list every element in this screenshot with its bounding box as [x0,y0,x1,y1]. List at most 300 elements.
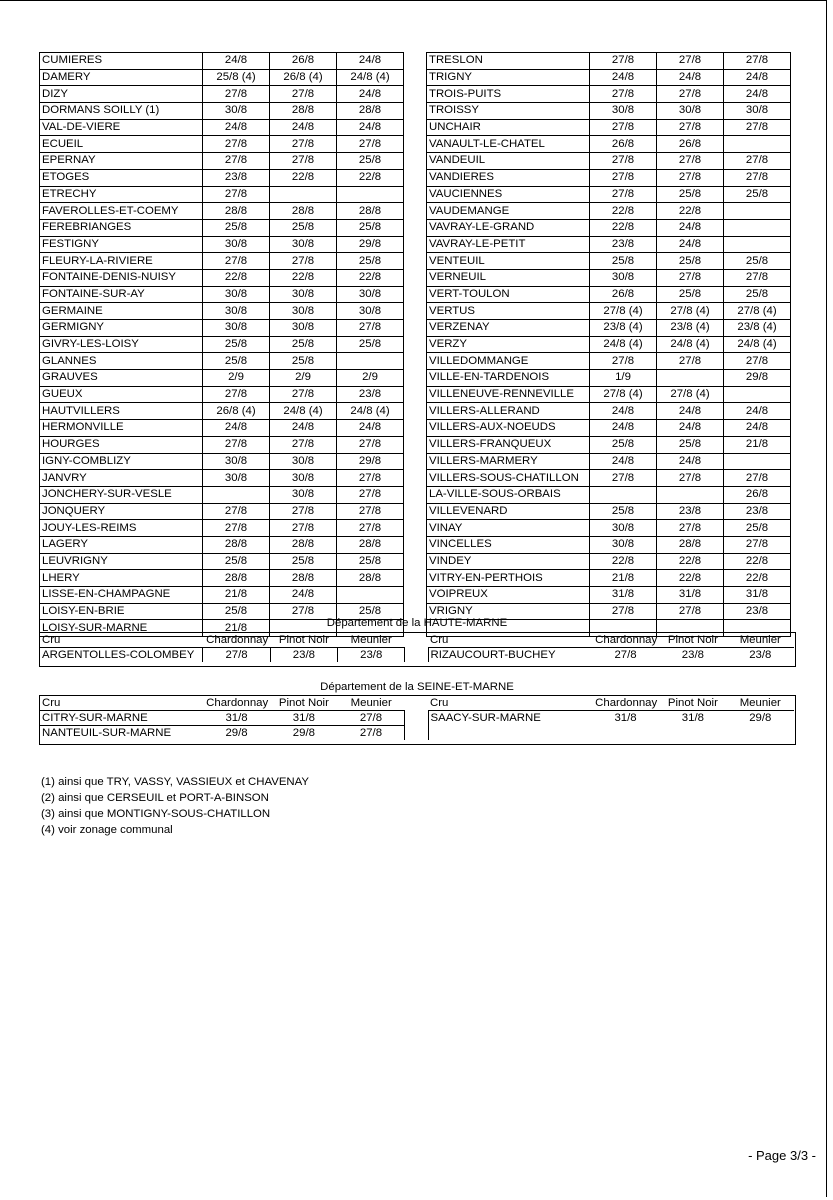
chardonnay-date: 27/8 [590,169,657,186]
cru-name: CUMIERES [40,53,203,70]
meunier-date: 24/8 (4) [337,403,404,420]
column-gap [404,587,427,604]
meunier-date: 27/8 [337,470,404,487]
table-row [40,553,791,570]
pinot-noir-date [657,370,724,387]
pinot-noir-date: 30/8 [270,453,337,470]
chardonnay-date: 24/8 [590,69,657,86]
table-row [40,453,791,470]
pinot-noir-date: 24/8 [270,420,337,437]
meunier-date: 27/8 [724,53,791,70]
chardonnay-date: 27/8 [590,186,657,203]
pinot-noir-date: 22/8 [270,169,337,186]
chardonnay-date: 24/8 [203,53,270,70]
chardonnay-date: 30/8 [203,470,270,487]
chardonnay-date: 27/8 [590,53,657,70]
table-row [40,436,791,453]
table-row [40,386,791,403]
cru-name: FAVEROLLES-ET-COEMY [40,203,203,220]
chardonnay-date: 27/8 [203,136,270,153]
chardonnay-date: 1/9 [590,370,657,387]
pinot-noir-date: 24/8 [270,119,337,136]
pinot-noir-date: 27/8 [657,153,724,170]
chardonnay-date: 28/8 [203,570,270,587]
header-cru: Cru [42,634,61,646]
column-gap [404,570,427,587]
chardonnay-date: 25/8 [203,353,270,370]
chardonnay-date: 30/8 [203,103,270,120]
meunier-date: 27/8 [337,486,404,503]
cru-name: FESTIGNY [40,236,203,253]
pinot-noir-date: 2/9 [270,370,337,387]
chardonnay-date: 30/8 [203,453,270,470]
meunier-date: 25/8 [724,186,791,203]
table-row [40,103,791,120]
header-pinot-noir: Pinot Noir [667,697,718,709]
chardonnay-date: 27/8 [590,86,657,103]
chardonnay-date: 24/8 [203,119,270,136]
chardonnay-date: 24/8 [590,453,657,470]
column-gap [404,103,427,120]
meunier-date: 22/8 [724,570,791,587]
column-gap [404,136,427,153]
cru-name: VOIPREUX [427,587,590,604]
meunier-date: 22/8 [337,169,404,186]
pinot-noir-date: 27/8 [657,119,724,136]
table-row [40,536,791,553]
cru-name: GLANNES [40,353,203,370]
meunier-date: 24/8 (4) [724,336,791,353]
pinot-noir-date: 23/8 (4) [657,320,724,337]
table-row [40,336,791,353]
cru-name: HAUTVILLERS [40,403,203,420]
pinot-noir-date: 27/8 [657,470,724,487]
pinot-noir-date: 25/8 [270,336,337,353]
cru-name: CITRY-SUR-MARNE [40,711,203,726]
cru-name: VILLERS-FRANQUEUX [427,436,590,453]
chardonnay-date: 21/8 [203,587,270,604]
chardonnay-date: 22/8 [590,203,657,220]
pinot-noir-date: 26/8 [270,53,337,70]
meunier-date: 23/8 [337,386,404,403]
column-gap [404,53,427,70]
table-row [40,236,791,253]
column-gap [404,436,427,453]
pinot-noir-date: 27/8 [657,520,724,537]
table-row [40,219,791,236]
chardonnay-date: 23/8 (4) [590,320,657,337]
pinot-noir-date: 27/8 [270,386,337,403]
chardonnay-date: 27/8 [592,648,659,663]
cru-name: UNCHAIR [427,119,590,136]
meunier-date: 28/8 [337,203,404,220]
chardonnay-date: 27/8 [203,648,270,663]
meunier-date: 30/8 [724,103,791,120]
cru-name: IGNY-COMBLIZY [40,453,203,470]
chardonnay-date: 26/8 [590,136,657,153]
cru-name: GERMIGNY [40,320,203,337]
pinot-noir-date: 27/8 [270,86,337,103]
cru-name: JANVRY [40,470,203,487]
table-row [40,353,791,370]
pinot-noir-date: 27/8 [270,603,337,620]
chardonnay-date: 27/8 [590,153,657,170]
cru-name: ARGENTOLLES-COLOMBEY [40,648,203,663]
column-gap [404,169,427,186]
pinot-noir-date: 25/8 [270,553,337,570]
column-gap [404,553,427,570]
header-cru: Cru [42,697,61,709]
chardonnay-date: 27/8 [590,353,657,370]
cru-name: VILLERS-SOUS-CHATILLON [427,470,590,487]
chardonnay-date: 25/8 [203,603,270,620]
chardonnay-date: 23/8 [590,236,657,253]
chardonnay-date: 27/8 [203,520,270,537]
meunier-date: 27/8 [337,320,404,337]
meunier-date: 27/8 [337,520,404,537]
seine-et-marne-title: Département de la SEINE-ET-MARNE [320,681,514,693]
chardonnay-date: 24/8 [590,403,657,420]
cru-name: ECUEIL [40,136,203,153]
chardonnay-date: 23/8 [203,169,270,186]
column-gap [404,186,427,203]
header-chardonnay: Chardonnay [206,697,269,709]
column-gap [404,486,427,503]
cru-name: GIVRY-LES-LOISY [40,336,203,353]
meunier-date: 25/8 [724,253,791,270]
footnote: (3) ainsi que MONTIGNY-SOUS-CHATILLON [41,808,271,820]
chardonnay-date: 28/8 [203,536,270,553]
pinot-noir-date: 24/8 (4) [270,403,337,420]
column-gap [404,520,427,537]
chardonnay-date: 27/8 [203,436,270,453]
cru-name: VILLEDOMMANGE [427,353,590,370]
meunier-date: 23/8 [727,648,794,663]
pinot-noir-date: 27/8 [657,353,724,370]
pinot-noir-date: 23/8 [657,503,724,520]
meunier-date: 24/8 [337,86,404,103]
column-gap [404,353,427,370]
table-row [40,587,791,604]
pinot-noir-date: 24/8 (4) [657,336,724,353]
column-gap [404,536,427,553]
cru-name: RIZAUCOURT-BUCHEY [428,648,592,663]
table-row [40,403,791,420]
chardonnay-date: 30/8 [203,286,270,303]
cru-name: VILLEVENARD [427,503,590,520]
pinot-noir-date: 27/8 [657,169,724,186]
meunier-date: 27/8 [724,353,791,370]
meunier-date: 24/8 [724,420,791,437]
pinot-noir-date: 22/8 [270,269,337,286]
meunier-date [337,587,404,604]
pinot-noir-date: 30/8 [657,103,724,120]
meunier-date: 27/8 [724,536,791,553]
pinot-noir-date: 29/8 [270,726,337,741]
chardonnay-date: 25/8 [203,336,270,353]
meunier-date: 26/8 [724,486,791,503]
chardonnay-date: 25/8 [590,503,657,520]
pinot-noir-date: 24/8 [657,403,724,420]
cru-name: HOURGES [40,436,203,453]
pinot-noir-date: 31/8 [659,711,726,726]
chardonnay-date: 22/8 [590,219,657,236]
table-row [40,486,791,503]
cru-name: FEREBRIANGES [40,219,203,236]
chardonnay-date: 27/8 [590,119,657,136]
cru-name: VANDIERES [427,169,590,186]
header-pinot-noir: Pinot Noir [667,634,718,646]
cru-name: GRAUVES [40,370,203,387]
meunier-date: 27/8 [724,119,791,136]
pinot-noir-date: 25/8 [270,353,337,370]
footnote: (4) voir zonage communal [41,824,173,836]
cru-name: VRIGNY [427,603,590,620]
cru-name: TROIS-PUITS [427,86,590,103]
cru-name: VERTUS [427,303,590,320]
meunier-date: 21/8 [724,436,791,453]
cru-name: VILLE-EN-TARDENOIS [427,370,590,387]
pinot-noir-date: 27/8 [270,153,337,170]
column-gap [404,269,427,286]
pinot-noir-date: 24/8 [270,587,337,604]
meunier-date: 27/8 [724,153,791,170]
meunier-date [337,353,404,370]
cru-name: VAVRAY-LE-PETIT [427,236,590,253]
cru-name: HERMONVILLE [40,420,203,437]
cru-name: JONCHERY-SUR-VESLE [40,486,203,503]
cru-name: VANAULT-LE-CHATEL [427,136,590,153]
table-row [40,69,791,86]
chardonnay-date: 26/8 [590,286,657,303]
meunier-date: 27/8 [337,503,404,520]
page-number: - Page 3/3 - [748,1148,816,1163]
chardonnay-date [203,486,270,503]
pinot-noir-date: 30/8 [270,286,337,303]
cru-name: EPERNAY [40,153,203,170]
pinot-noir-date: 30/8 [270,486,337,503]
chardonnay-date: 24/8 [203,420,270,437]
pinot-noir-date: 28/8 [270,103,337,120]
chardonnay-date: 30/8 [590,103,657,120]
meunier-date: 24/8 (4) [337,69,404,86]
chardonnay-date: 27/8 (4) [590,386,657,403]
pinot-noir-date: 31/8 [270,711,337,726]
chardonnay-date: 27/8 (4) [590,303,657,320]
pinot-noir-date: 27/8 [270,503,337,520]
meunier-date: 29/8 [337,453,404,470]
cru-name: NANTEUIL-SUR-MARNE [40,726,203,741]
meunier-date [724,136,791,153]
cru-name: VAL-DE-VIERE [40,119,203,136]
cru-name: FLEURY-LA-RIVIERE [40,253,203,270]
header-pinot-noir: Pinot Noir [278,697,329,709]
column-gap [404,69,427,86]
table-row [40,303,791,320]
cru-name: VERNEUIL [427,269,590,286]
cru-name: GUEUX [40,386,203,403]
chardonnay-date: 30/8 [203,236,270,253]
header-meunier: Meunier [739,634,781,646]
meunier-date: 27/8 [724,470,791,487]
footnote: (1) ainsi que TRY, VASSY, VASSIEUX et CHAVENAY [41,776,310,788]
chardonnay-date: 27/8 [203,386,270,403]
pinot-noir-date: 27/8 [657,269,724,286]
column-gap [404,119,427,136]
column-gap [404,403,427,420]
meunier-date: 22/8 [337,269,404,286]
cru-name: TROISSY [427,103,590,120]
pinot-noir-date: 24/8 [657,453,724,470]
column-gap [404,253,427,270]
chardonnay-date: 27/8 [590,603,657,620]
chardonnay-date: 30/8 [203,303,270,320]
table-row [40,136,791,153]
cru-name: DIZY [40,86,203,103]
pinot-noir-date: 31/8 [657,587,724,604]
column-gap [404,470,427,487]
table-row [40,186,791,203]
chardonnay-date: 31/8 [203,711,270,726]
meunier-date: 31/8 [724,587,791,604]
meunier-date: 25/8 [337,336,404,353]
pinot-noir-date: 28/8 [270,570,337,587]
table-row [40,503,791,520]
chardonnay-date: 30/8 [590,536,657,553]
column-gap [404,503,427,520]
meunier-date: 27/8 [724,169,791,186]
meunier-date: 27/8 [338,711,405,726]
table-row [40,320,791,337]
meunier-date: 24/8 [724,69,791,86]
table-row [40,420,791,437]
table-row [40,370,791,387]
chardonnay-date: 25/8 (4) [203,69,270,86]
chardonnay-date: 31/8 [590,587,657,604]
marne-harvest-table [39,52,791,637]
meunier-date [724,219,791,236]
cru-name: TRIGNY [427,69,590,86]
pinot-noir-date: 27/8 [657,86,724,103]
meunier-date [724,203,791,220]
pinot-noir-date: 27/8 [270,253,337,270]
table-row [40,203,791,220]
meunier-date: 23/8 [724,603,791,620]
cru-name: FONTAINE-DENIS-NUISY [40,269,203,286]
pinot-noir-date: 28/8 [270,203,337,220]
pinot-noir-date: 25/8 [657,286,724,303]
pinot-noir-date: 24/8 [657,69,724,86]
pinot-noir-date: 23/8 [270,648,337,663]
header-meunier: Meunier [350,697,392,709]
header-cru: Cru [430,634,449,646]
chardonnay-date: 25/8 [590,436,657,453]
meunier-date: 24/8 [337,119,404,136]
cru-name: LHERY [40,570,203,587]
column-gap [404,420,427,437]
pinot-noir-date: 28/8 [657,536,724,553]
column-gap [404,320,427,337]
cru-name: VINCELLES [427,536,590,553]
meunier-date: 25/8 [337,153,404,170]
pinot-noir-date: 25/8 [657,436,724,453]
pinot-noir-date: 25/8 [657,186,724,203]
chardonnay-date: 21/8 [203,620,270,637]
column-gap [404,370,427,387]
meunier-date: 30/8 [337,303,404,320]
cru-name: JOUY-LES-REIMS [40,520,203,537]
chardonnay-date: 30/8 [203,320,270,337]
haute-marne-title: Département de la HAUTE-MARNE [326,617,508,629]
chardonnay-date: 30/8 [590,520,657,537]
meunier-date: 23/8 [724,503,791,520]
chardonnay-date: 27/8 [203,153,270,170]
column-gap [404,86,427,103]
table-row [40,520,791,537]
pinot-noir-date: 30/8 [270,470,337,487]
pinot-noir-date: 24/8 [657,420,724,437]
cru-name: VITRY-EN-PERTHOIS [427,570,590,587]
chardonnay-date: 25/8 [203,553,270,570]
meunier-date: 27/8 [337,136,404,153]
meunier-date: 25/8 [724,286,791,303]
meunier-date: 24/8 [337,420,404,437]
chardonnay-date: 21/8 [590,570,657,587]
pinot-noir-date: 27/8 [657,53,724,70]
chardonnay-date: 27/8 [203,253,270,270]
cru-name: VAUCIENNES [427,186,590,203]
pinot-noir-date: 24/8 [657,236,724,253]
header-cru: Cru [430,697,449,709]
column-gap [404,386,427,403]
table-row [40,86,791,103]
chardonnay-date: 24/8 [590,420,657,437]
chardonnay-date: 26/8 (4) [203,403,270,420]
table-row [40,53,791,70]
cru-name: GERMAINE [40,303,203,320]
meunier-date: 23/8 [338,648,405,663]
meunier-date: 28/8 [337,103,404,120]
pinot-noir-date: 30/8 [270,320,337,337]
column-gap [404,303,427,320]
meunier-date: 24/8 [337,53,404,70]
chardonnay-date [590,486,657,503]
chardonnay-date: 27/8 [203,503,270,520]
cru-name: VANDEUIL [427,153,590,170]
chardonnay-date: 22/8 [590,553,657,570]
chardonnay-date: 30/8 [590,269,657,286]
column-gap [404,453,427,470]
cru-name: LISSE-EN-CHAMPAGNE [40,587,203,604]
pinot-noir-date: 24/8 [657,219,724,236]
pinot-noir-date [657,486,724,503]
pinot-noir-date: 25/8 [270,219,337,236]
cru-name: VILLERS-ALLERAND [427,403,590,420]
cru-name: VILLERS-AUX-NOEUDS [427,420,590,437]
cru-name: DAMERY [40,69,203,86]
meunier-date: 25/8 [337,553,404,570]
meunier-date: 29/8 [727,711,794,726]
chardonnay-date: 25/8 [590,253,657,270]
cru-name: LAGERY [40,536,203,553]
cru-name: VINDEY [427,553,590,570]
meunier-date: 27/8 (4) [724,303,791,320]
meunier-date [337,186,404,203]
chardonnay-date: 29/8 [203,726,270,741]
meunier-date: 24/8 [724,403,791,420]
column-gap [404,286,427,303]
cru-name: VERZENAY [427,320,590,337]
